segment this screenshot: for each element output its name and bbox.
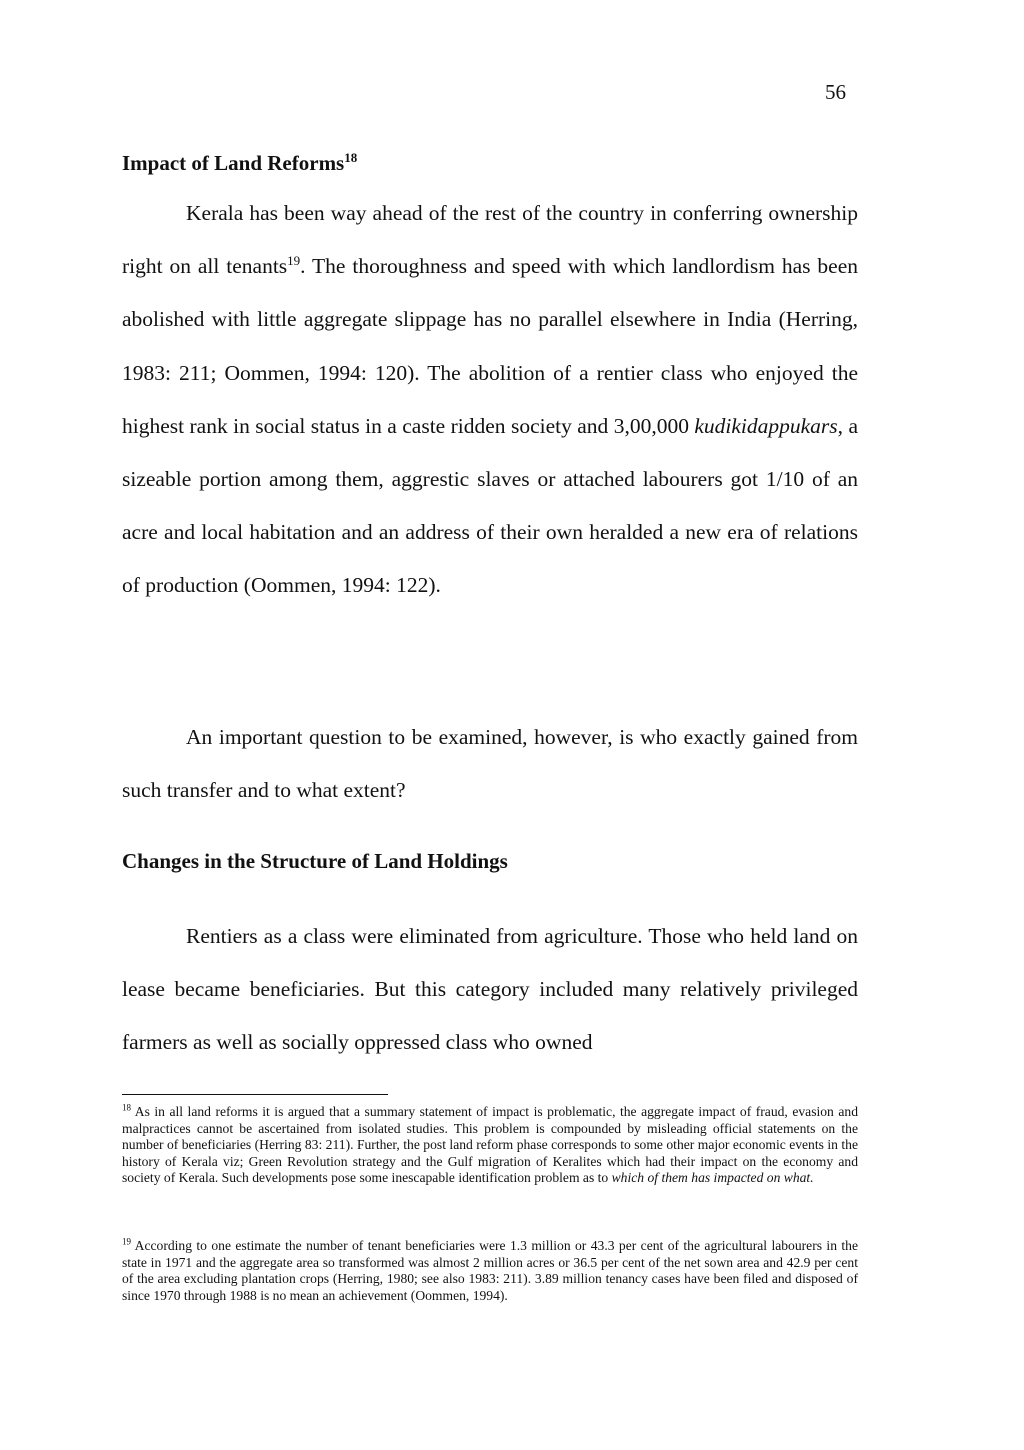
footnote-text: As in all land reforms it is argued that a summary statement of impact is problematic, the aggregate impact of fraud, evasion and malpractices cannot be ascertained from isolated studies. This problem is compounded by misleading official statements on the number of beneficiaries (Herring 83: 211). Further, the post land reform phase corresponds to some other major economic events in the history of Kerala viz; Green Revolution strategy and the Gulf migration of Keralites which had their impact on the economy and society of Kerala. Such developments pose some inescapable identification problem as to (122, 1104, 858, 1186)
page-number: 56 (825, 80, 846, 104)
heading-text: Impact of Land Reforms (122, 151, 345, 175)
section-heading-impact (122, 150, 357, 176)
footnote-italic: which of them has impacted on what. (611, 1170, 814, 1186)
footnote-ref-18: 18 (344, 150, 358, 165)
paragraph-rentiers: Rentiers as a class were eliminated from agriculture. Those who held land on lease became beneficiaries. But this category included many relatively privileged farmers as well as socially oppressed class who owned (122, 924, 858, 1055)
footnote-number: 19 (122, 1236, 131, 1247)
paragraph-important-question: An important question to be examined, however, is who exactly gained from such transfer and to what extent? (122, 725, 858, 803)
footnote-18 (122, 1104, 858, 1187)
paragraph-kerala-tenants (122, 187, 858, 613)
paragraph-text: . The thoroughness and speed with which landlordism has been abolished with little aggregate slippage has no parallel elsewhere in India (Herring, 1983: 211; Oommen, 1994: 120). The abolition of a rentier class who enjoyed the highest rank in social status in a caste ridden society and 3,00,000 (122, 254, 858, 438)
footnote-divider (122, 1094, 388, 1095)
footnote-ref-19: 19 (287, 253, 301, 269)
paragraph-text: Kerala has been way ahead of the rest of the country in conferring ownership right on all tenants (122, 201, 858, 279)
section-heading-changes: Changes in the Structure of Land Holdings (122, 849, 508, 873)
footnote-number: 18 (122, 1102, 131, 1113)
footnote-text: According to one estimate the number of tenant beneficiaries were 1.3 million or 43.3 per cent of the agricultural labourers in the state in 1971 and the aggregate area so transformed was almost 2 million acres or 36.5 per cent of the net sown area and 42.9 per cent of the area excluding plantation crops (Herring, 1980; see also 1983: 211). 3.89 million tenancy cases have been filed and disposed of since 1970 through 1988 is no mean an achievement (Oommen, 1994). (122, 1238, 858, 1303)
italic-term: kudikidappukars (694, 413, 838, 438)
paragraph-text: , a sizeable portion among them, aggrestic slaves or attached labourers got 1/10 of an acre and local habitation and an address of their own heralded a new era of relations of production (Oommen, 1994: 122). (122, 413, 858, 598)
footnote-19 (122, 1238, 858, 1304)
